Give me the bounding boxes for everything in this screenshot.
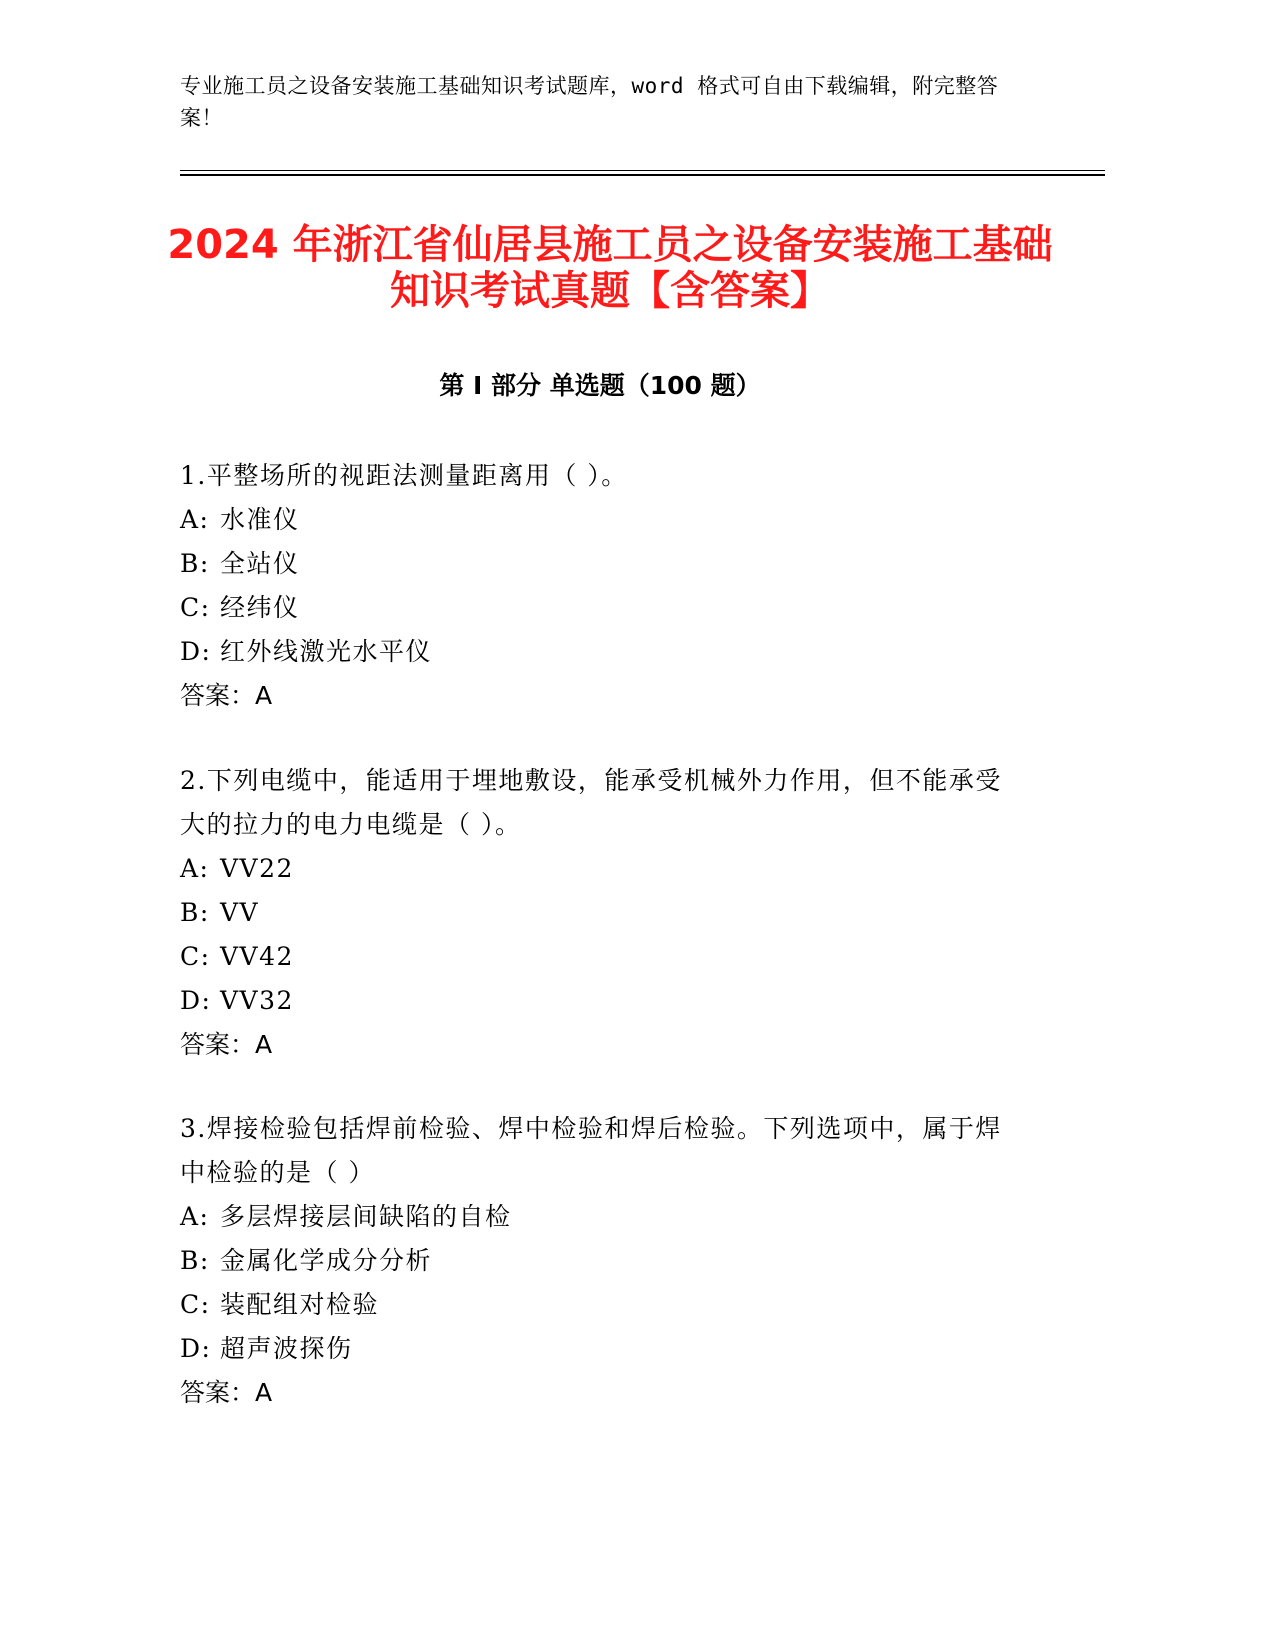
answer-line: 答案：A bbox=[180, 1030, 273, 1059]
question-stem: 1.平整场所的视距法测量距离用（ ）。 bbox=[180, 461, 628, 490]
section-title: 第 I 部分 单选题（100 题） bbox=[439, 371, 761, 400]
option-c bbox=[180, 1283, 1020, 1327]
option-d bbox=[180, 630, 1020, 674]
option-text: VV32 bbox=[220, 986, 294, 1015]
option-letter: D: bbox=[180, 637, 212, 666]
question-stem: 3.焊接检验包括焊前检验、焊中检验和焊后检验。下列选项中，属于焊中检验的是（ ） bbox=[180, 1114, 1002, 1187]
option-text: 装配组对检验 bbox=[220, 1290, 380, 1319]
question-stem: 2.下列电缆中，能适用于埋地敷设，能承受机械外力作用，但不能承受大的拉力的电力电缆是（ ）。 bbox=[180, 766, 1002, 839]
option-text: VV22 bbox=[220, 854, 294, 883]
option-letter: D: bbox=[180, 986, 212, 1015]
option-text: 多层焊接层间缺陷的自检 bbox=[220, 1202, 512, 1231]
question-2 bbox=[180, 759, 1020, 1067]
option-text: 经纬仪 bbox=[220, 593, 300, 622]
option-letter: B: bbox=[180, 898, 210, 927]
option-c bbox=[180, 935, 1020, 979]
header-divider-thin bbox=[180, 170, 1105, 171]
option-letter: A: bbox=[180, 505, 210, 534]
option-letter: C: bbox=[180, 1290, 211, 1319]
question-1 bbox=[180, 454, 1020, 718]
option-letter: B: bbox=[180, 549, 210, 578]
option-b bbox=[180, 1239, 1020, 1283]
option-text: VV bbox=[220, 898, 260, 927]
header-note: 专业施工员之设备安装施工基础知识考试题库，word 格式可自由下载编辑，附完整答案！ bbox=[180, 74, 999, 130]
option-text: 超声波探伤 bbox=[220, 1334, 353, 1363]
option-d bbox=[180, 979, 1020, 1023]
option-letter: A: bbox=[180, 854, 210, 883]
option-text: 金属化学成分分析 bbox=[220, 1246, 433, 1275]
option-text: VV42 bbox=[220, 942, 294, 971]
document-title: 2024 年浙江省仙居县施工员之设备安装施工基础知识考试真题【含答案】 bbox=[167, 222, 1053, 314]
option-b bbox=[180, 891, 1020, 935]
option-letter: B: bbox=[180, 1246, 210, 1275]
option-text: 水准仪 bbox=[220, 505, 300, 534]
option-text: 红外线激光水平仪 bbox=[220, 637, 433, 666]
answer-line: 答案：A bbox=[180, 1378, 273, 1407]
option-b bbox=[180, 542, 1020, 586]
option-c bbox=[180, 586, 1020, 630]
option-letter: C: bbox=[180, 942, 211, 971]
header-divider-thick bbox=[180, 174, 1105, 176]
option-letter: D: bbox=[180, 1334, 212, 1363]
option-d bbox=[180, 1327, 1020, 1371]
question-3 bbox=[180, 1107, 1020, 1415]
option-letter: A: bbox=[180, 1202, 210, 1231]
answer-line: 答案：A bbox=[180, 681, 273, 710]
option-a bbox=[180, 498, 1020, 542]
option-a bbox=[180, 847, 1020, 891]
option-text: 全站仪 bbox=[220, 549, 300, 578]
option-a bbox=[180, 1195, 1020, 1239]
option-letter: C: bbox=[180, 593, 211, 622]
